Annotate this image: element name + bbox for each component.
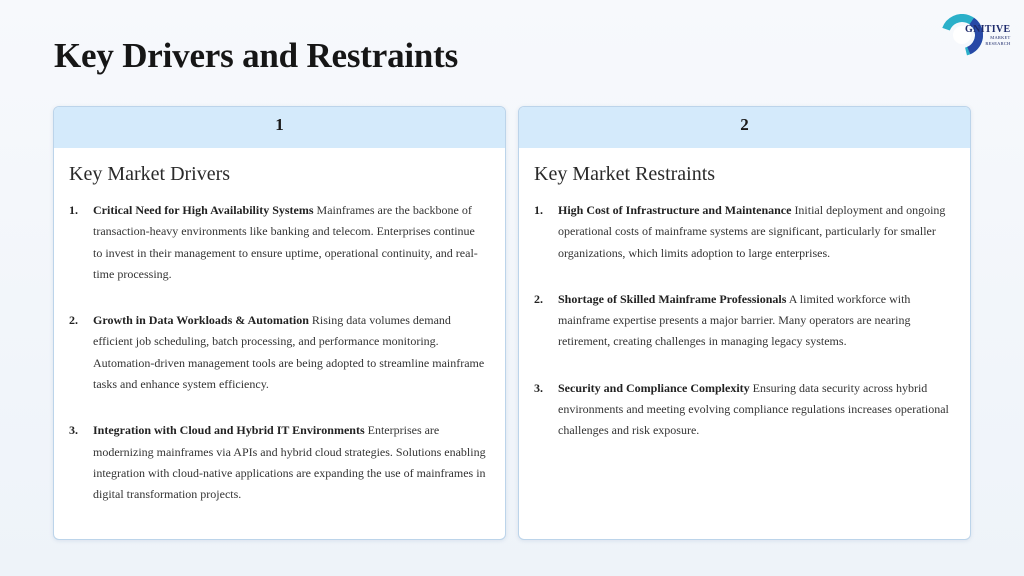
item-lead: Growth in Data Workloads & Automation: [93, 313, 309, 328]
item-lead: Critical Need for High Availability Systems: [93, 203, 314, 217]
item-body: [93, 310, 487, 395]
item-number: 1.: [69, 203, 78, 217]
item-number: 1.: [534, 203, 543, 217]
item-text: Initial deployment and ongoing operational costs of mainframe systems are significant, particularly for smaller organizations, which limits adoption to large enterprises.: [558, 203, 946, 260]
logo-sub-line2: RESEARCH: [985, 40, 1011, 46]
card-title: Key Market Drivers: [69, 163, 231, 185]
drivers-list: [54, 200, 505, 506]
item-body: [558, 200, 952, 264]
item-number: 2.: [534, 291, 543, 306]
card-number-header: 1: [54, 107, 505, 148]
company-logo: [941, 14, 1011, 56]
list-item: [534, 378, 952, 442]
logo-sub-line1: MARKET: [990, 35, 1011, 40]
item-number: 3.: [69, 423, 78, 438]
list-item: [534, 200, 952, 264]
item-body: [558, 289, 952, 353]
item-text: Ensuring data security across hybrid environments and meeting evolving compliance regulations increases operational challenges and risk exposure.: [558, 380, 949, 438]
item-text: Rising data volumes demand efficient job scheduling, batch processing, and performance monitoring. Automation-driven management tools are being adopted to streamline mainframe tasks and enhance system efficiency.: [93, 313, 485, 392]
list-item: [534, 289, 952, 353]
item-lead: High Cost of Infrastructure and Maintenance: [558, 203, 792, 217]
page-title: Key Drivers and Restraints: [54, 36, 459, 75]
restraints-list: [519, 200, 970, 442]
item-body: [93, 200, 487, 285]
logo-wordmark: [965, 25, 1010, 46]
item-body: [558, 378, 952, 442]
item-number: 2.: [69, 313, 78, 328]
item-text: Mainframes are the backbone of transaction-heavy environments like banking and telecom. Enterprises continue to invest in their management to ensure uptime, operational continuity, and real-time processing.: [93, 203, 478, 281]
list-item: [69, 420, 487, 505]
restraints-card: [518, 106, 971, 540]
item-lead: Security and Compliance Complexity: [558, 380, 750, 395]
list-item: [69, 200, 487, 285]
item-number: 3.: [534, 380, 543, 395]
item-lead: Shortage of Skilled Mainframe Professionals: [558, 291, 787, 306]
item-text: A limited workforce with mainframe expertise presents a major barrier. Many operators are nearing retirement, creating challenges in managing legacy systems.: [558, 291, 911, 349]
logo-brand-text: GNITIVE: [965, 24, 1011, 35]
drivers-card: [53, 106, 506, 540]
card-title: Key Market Restraints: [534, 163, 716, 185]
list-item: [69, 310, 487, 395]
card-number-header: 2: [519, 107, 970, 148]
item-text: Enterprises are modernizing mainframes via APIs and hybrid cloud strategies. Solutions enabling integration with cloud-native applications are expanding the use of mainframes in digital transformation projects.: [93, 423, 486, 502]
item-body: [93, 420, 487, 505]
item-lead: Integration with Cloud and Hybrid IT Environments: [93, 423, 365, 438]
